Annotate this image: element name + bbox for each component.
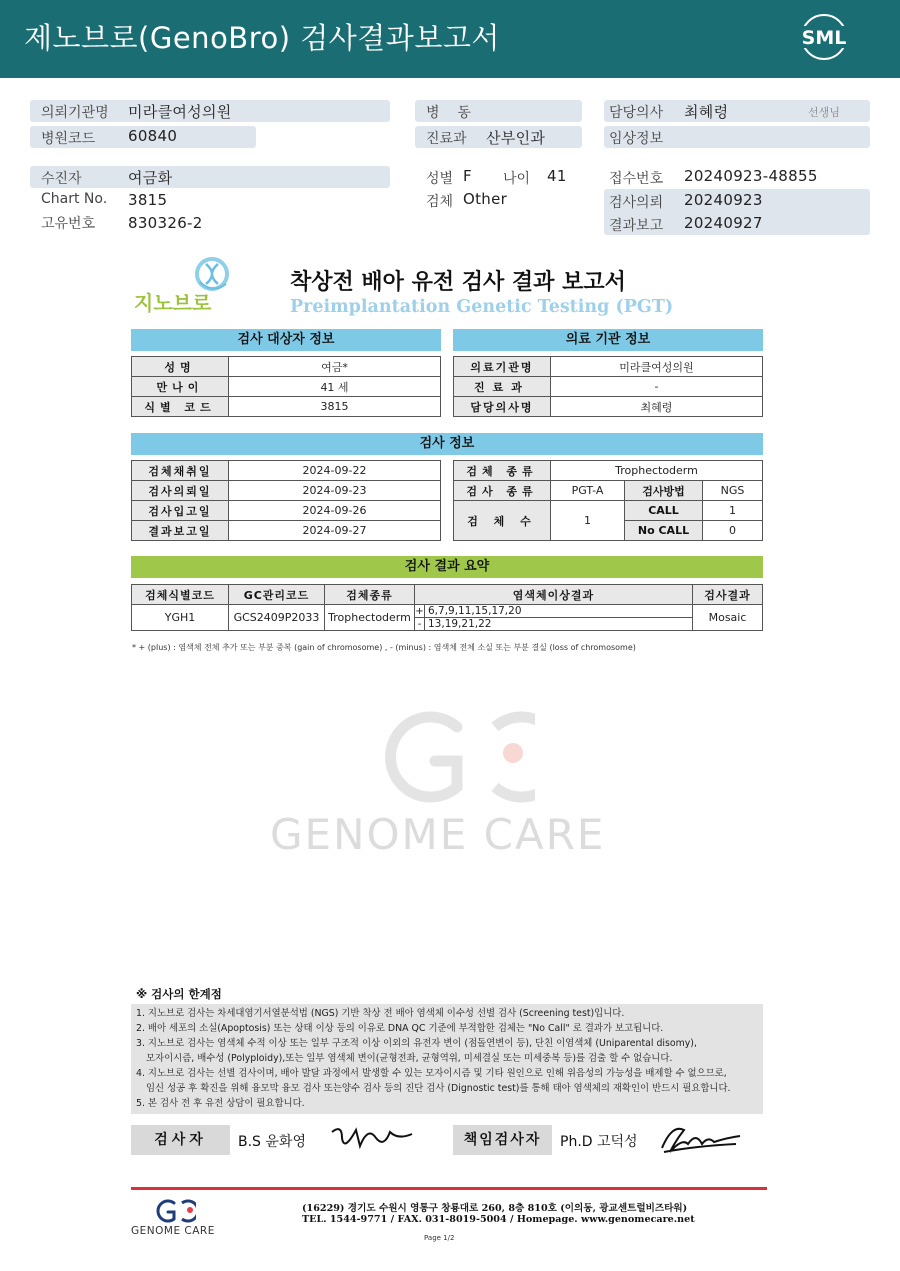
chart-label: Chart No.: [41, 191, 108, 207]
call-label: CALL: [625, 501, 703, 521]
subject-name-value: 여금*: [229, 357, 441, 377]
inst-dept-label: 진료과: [454, 377, 551, 397]
plus-sign: +: [415, 605, 424, 617]
table-row: [454, 357, 763, 377]
hospital-code-value: 60840: [128, 127, 178, 145]
limitation-line: 4. 지노브로 검사는 선별 검사이며, 배아 발달 과정에서 발생할 수 있는 모자이시즘 및 기타 원인으로 인해 위음성의 가능성을 배제할 수 없으므로,: [136, 1068, 727, 1079]
table-row: [454, 481, 763, 501]
limitation-line: 2. 배아 세포의 소실(Apoptosis) 또는 상태 이상 등의 이유로 DNA QC 기준에 부적합한 검체는 "No Call" 로 결과가 보고됩니다.: [136, 1023, 664, 1034]
summary-table: [131, 584, 763, 631]
table-row: [454, 501, 763, 521]
tester-name: B.S 윤화영: [238, 1134, 306, 1150]
table-row: [132, 585, 763, 605]
genome-care-watermark-text: GENOME CARE: [270, 810, 606, 859]
col-gc-code: GC관리코드: [229, 585, 325, 605]
table-row: [132, 521, 441, 541]
tester-signature: [328, 1120, 418, 1156]
summary-gc-code: GCS2409P2033: [229, 605, 325, 631]
subject-id-label: 식별 코드: [132, 397, 229, 417]
minus-chromosomes: 13,19,21,22: [425, 618, 693, 631]
page-number: Page 1/2: [424, 1234, 455, 1242]
report-subtitle: Preimplantation Genetic Testing (PGT): [290, 297, 674, 317]
limitations-title: ※ 검사의 한계점: [136, 987, 222, 1001]
collect-date-value: 2024-09-22: [229, 461, 441, 481]
hospital-code-label: 병원코드: [41, 131, 96, 147]
patient-value: 여금화: [128, 169, 173, 187]
test-type-value: PGT-A: [551, 481, 625, 501]
table-row: [454, 397, 763, 417]
subject-age-label: 만나이: [132, 377, 229, 397]
table-row: [132, 461, 441, 481]
request-label: 검사의뢰: [609, 195, 664, 211]
inst-doctor-value: 최혜령: [551, 397, 763, 417]
summary-type: Trophectoderm: [325, 605, 415, 631]
patient-strip: [30, 166, 390, 188]
limitations-box: [131, 1004, 763, 1114]
count-label: 검 체 수: [454, 501, 551, 541]
sex-value: F: [463, 167, 472, 185]
sex-label: 성별: [426, 171, 454, 187]
test-specs-table: [453, 460, 763, 541]
limitation-line: 임신 성공 후 확진을 위해 융모막 융모 검사 또는양수 검사 등의 진단 검사 (Dignostic test)를 통해 태아 염색체의 재확인이 반드시 필요합니다.: [146, 1083, 731, 1094]
method-value: NGS: [703, 481, 763, 501]
test-info-header: 검사 정보: [131, 433, 763, 455]
specimen-label: 검체: [426, 194, 454, 210]
table-row: [132, 605, 763, 618]
table-row: [454, 377, 763, 397]
test-dates-table: [131, 460, 441, 541]
table-row: [132, 397, 441, 417]
inst-name-value: 미라클여성의원: [551, 357, 763, 377]
receipt-value: 20240923-48855: [684, 167, 818, 185]
col-id: 검체식별코드: [132, 585, 229, 605]
receipt-label: 접수번호: [609, 171, 664, 187]
genome-care-logo: [152, 1198, 196, 1224]
limitation-line: 1. 지노브로 검사는 차세대염기서열분석법 (NGS) 기반 착상 전 배아 염색체 이수성 선별 검사 (Screening test)입니다.: [136, 1008, 625, 1019]
report-label: 결과보고: [609, 218, 664, 234]
plus-chromosomes: 6,7,9,11,15,17,20: [425, 605, 693, 618]
receive-date-label: 검사입고일: [132, 501, 229, 521]
report-value: 20240927: [684, 214, 763, 232]
age-label: 나이: [503, 171, 531, 187]
call-value: 1: [703, 501, 763, 521]
inst-name-label: 의료기관명: [454, 357, 551, 377]
request-date-value: 2024-09-23: [229, 481, 441, 501]
limitation-line: 3. 지노브로 검사는 염색체 수적 이상 또는 일부 구조적 이상 이외의 유전자 변이 (점돌연변이 등), 단친 이염색체 (Uniparental disomy),: [136, 1038, 697, 1049]
subject-id-value: 3815: [229, 397, 441, 417]
age-value: 41: [547, 167, 567, 185]
summary-result: Mosaic: [693, 605, 763, 631]
minus-sign: -: [415, 618, 425, 631]
col-abnormality: 염색체이상결과: [415, 585, 693, 605]
receive-date-value: 2024-09-26: [229, 501, 441, 521]
report-title: 착상전 배아 유전 검사 결과 보고서: [290, 270, 626, 295]
nocall-value: 0: [703, 521, 763, 541]
subject-section-header: 검사 대상자 정보: [131, 329, 441, 351]
sml-logo-text: SML: [801, 27, 847, 49]
responsible-name: Ph.D 고덕성: [560, 1134, 638, 1150]
doctor-value: 최혜령: [684, 103, 729, 121]
table-row: [454, 461, 763, 481]
department-label: 진료과: [426, 131, 467, 147]
specimen-type-label: 검체 종류: [454, 461, 551, 481]
doctor-label: 담당의사: [609, 105, 664, 121]
col-result: 검사결과: [693, 585, 763, 605]
responsible-signature: [656, 1118, 746, 1158]
subject-name-label: 성명: [132, 357, 229, 377]
footer-address: (16229) 경기도 수원시 영통구 창룡대로 260, 8층 810호 (이의동, 광교센트럴비즈타워): [302, 1203, 688, 1214]
responsible-label: 책임검사자: [453, 1125, 552, 1155]
specimen-value: Other: [463, 190, 508, 208]
nocall-label: No CALL: [625, 521, 703, 541]
unique-value: 830326-2: [128, 214, 203, 232]
summary-footnote: * + (plus) : 염색체 전체 추가 또는 부분 중복 (gain of chromosome) , - (minus) : 염색체 전체 소실 또는 부분 결실 (loss of chromosome): [132, 643, 636, 652]
unique-label: 고유번호: [41, 216, 96, 232]
genobro-logo: [132, 256, 247, 318]
genome-care-watermark-logo: [365, 705, 535, 810]
inst-doctor-label: 담당의사명: [454, 397, 551, 417]
summary-id: YGH1: [132, 605, 229, 631]
genobro-logo-text: 지노브로: [134, 291, 212, 315]
clinical-label: 임상정보: [609, 131, 664, 147]
page-title: 제노브로(GenoBro) 검사결과보고서: [24, 21, 500, 55]
method-label: 검사방법: [625, 481, 703, 501]
specimen-type-value: Trophectoderm: [551, 461, 763, 481]
institution-label: 의뢰기관명: [41, 105, 109, 121]
ward-label: 병 동: [426, 105, 471, 121]
patient-label: 수진자: [41, 171, 82, 187]
limitation-line: 모자이시즘, 배수성 (Polyploidy),또는 일부 염색체 변이(균형전좌, 균형역위, 미세결실 또는 미세중복 등)를 검출 할 수 없습니다.: [146, 1053, 673, 1064]
genome-care-logo-text: GENOME CARE: [131, 1225, 215, 1237]
subject-age-value: 41 세: [229, 377, 441, 397]
inst-dept-value: -: [551, 377, 763, 397]
table-row: [132, 357, 441, 377]
institution-value: 미라클여성의원: [128, 103, 232, 121]
limitation-line: 5. 본 검사 전 후 유전 상담이 필요합니다.: [136, 1098, 305, 1109]
institution-table: [453, 356, 763, 417]
report-date-label: 결과보고일: [132, 521, 229, 541]
institution-section-header: 의료 기관 정보: [453, 329, 763, 351]
collect-date-label: 검체채취일: [132, 461, 229, 481]
sml-logo: [796, 12, 852, 62]
table-row: [132, 481, 441, 501]
col-type: 검체종류: [325, 585, 415, 605]
doctor-suffix: 선생님: [808, 106, 840, 119]
table-row: [132, 377, 441, 397]
test-type-label: 검사 종류: [454, 481, 551, 501]
chart-value: 3815: [128, 191, 168, 209]
table-row: [132, 501, 441, 521]
subject-table: [131, 356, 441, 417]
summary-header: 검사 결과 요약: [131, 556, 763, 578]
count-value: 1: [551, 501, 625, 541]
request-date-label: 검사의뢰일: [132, 481, 229, 501]
footer-contact: TEL. 1544-9771 / FAX. 031-8019-5004 / Homepage. www.genomecare.net: [302, 1214, 695, 1225]
department-value: 산부인과: [486, 129, 546, 147]
report-date-value: 2024-09-27: [229, 521, 441, 541]
footer-divider: [131, 1187, 767, 1190]
request-value: 20240923: [684, 191, 763, 209]
tester-label: 검사자: [131, 1125, 230, 1155]
